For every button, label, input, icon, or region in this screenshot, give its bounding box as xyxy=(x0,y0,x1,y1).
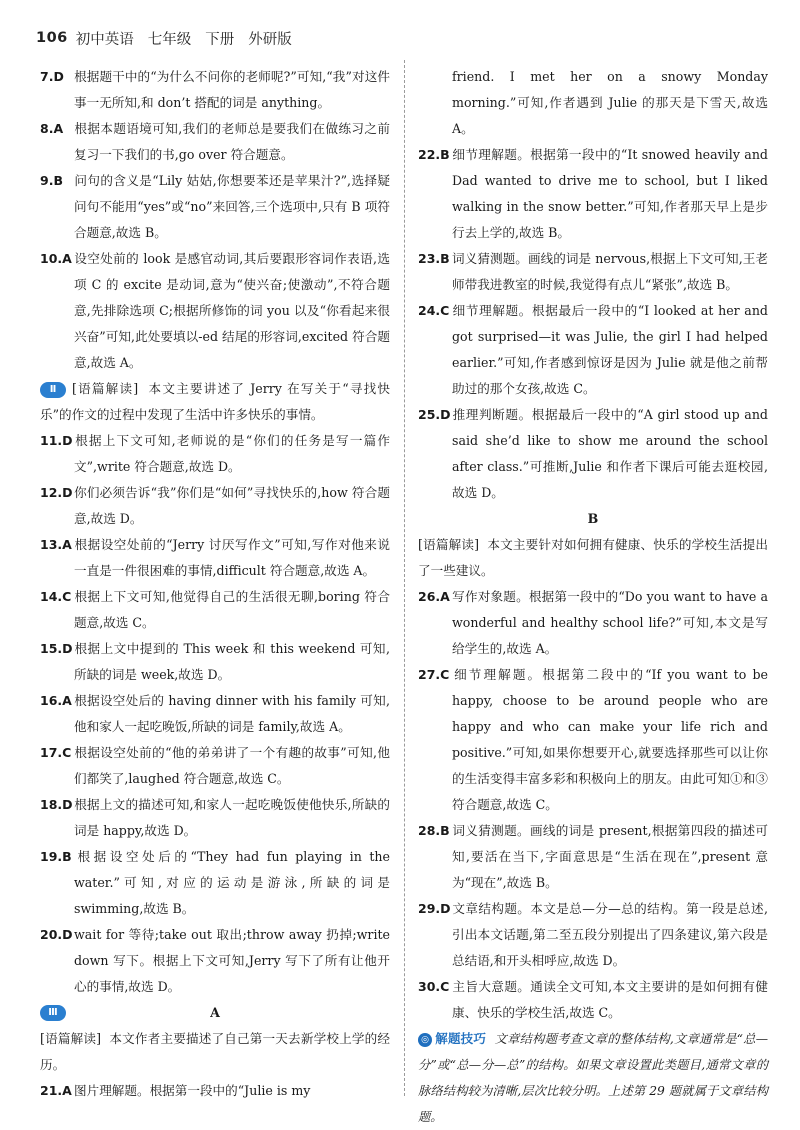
answer-number: 10.A xyxy=(40,251,72,266)
tips-text: 文章结构题考查文章的整体结构,文章通常是“总—分”或“总—分—总”的结构。如果文章设置此类题目,通常文章的脉络结构较为清晰,层次比较分明。上述第 29 题就属于文章结构题。 xyxy=(418,1032,768,1124)
tips-box xyxy=(418,1026,768,1130)
answer-explanation: 根据上文的描述可知,和家人一起吃晚饭使他快乐,所缺的词是 happy,故选 D。 xyxy=(74,797,390,838)
answer-number: 28.B xyxy=(418,823,450,838)
answer-explanation: 细节理解题。根据第二段中的“If you want to be happy, choose to be around people who are happy and who can make your life rich and positive.”可知,如果你想要开心,就要选择那些可以让你的生活变得丰富多彩和积极向上的朋友。由此可知①和③符合题意,故选 C。 xyxy=(452,667,768,812)
answer-explanation: 根据本题语境可知,我们的老师总是要我们在做练习之前复习一下我们的书,go over 符合题意。 xyxy=(74,121,390,162)
summary-text: 本文主要针对如何拥有健康、快乐的学校生活提出了一些建议。 xyxy=(418,537,768,578)
answer-number: 7.D xyxy=(40,69,64,84)
section-heading xyxy=(418,506,768,532)
right-column xyxy=(418,64,768,1130)
lightbulb-icon: ◎ xyxy=(418,1033,432,1047)
answer-item xyxy=(40,532,390,584)
answer-number: 26.A xyxy=(418,589,450,604)
summary-label: [语篇解读] xyxy=(418,537,480,552)
answer-explanation: 你们必须告诉“我”你们是“如何”寻找快乐的,how 符合题意,故选 D。 xyxy=(74,485,390,526)
answer-item xyxy=(40,64,390,116)
answer-explanation: 词义猜测题。画线的词是 nervous,根据上下文可知,王老师带我进教室的时候,我觉得有点儿“紧张”,故选 B。 xyxy=(452,251,768,292)
answer-explanation: 根据设空处后的 having dinner with his family 可知,他和家人一起吃晚饭,所缺的词是 family,故选 A。 xyxy=(74,693,390,734)
answer-number: 11.D xyxy=(40,433,73,448)
page-number: 106 xyxy=(36,30,68,46)
answer-item xyxy=(418,246,768,298)
summary-label: [语篇解读] xyxy=(72,381,139,396)
answer-explanation: 文章结构题。本文是总—分—总的结构。第一段是总述,引出本文话题,第二至五段分别提出了四条建议,第六段是总结语,和开头相呼应,故选 D。 xyxy=(452,901,768,968)
answer-explanation: 根据上下文可知,老师说的是“你们的任务是写一篇作文”,write 符合题意,故选 D。 xyxy=(74,433,390,474)
summary-label: [语篇解读] xyxy=(40,1031,102,1046)
summary-text: 本文主要讲述了 Jerry 在写关于“寻找快乐”的作文的过程中发现了生活中许多快乐的事情。 xyxy=(40,381,390,422)
answer-item xyxy=(418,818,768,896)
answer-explanation: 根据设空处前的“他的弟弟讲了一个有趣的故事”可知,他们都笑了,laughed 符合题意,故选 C。 xyxy=(74,745,390,786)
column-divider xyxy=(404,60,405,1096)
answer-item xyxy=(418,298,768,402)
answer-number: 9.B xyxy=(40,173,63,188)
answer-explanation: 推理判断题。根据最后一段中的“A girl stood up and said she’d like to show me around the school after class.”可推断,Julie 和作者下课后可能去逛校园,故选 D。 xyxy=(452,407,768,500)
page-header xyxy=(36,26,766,50)
answer-item xyxy=(40,584,390,636)
grade-label: 七年级 xyxy=(147,31,192,48)
answer-number: 16.A xyxy=(40,693,72,708)
section-letter: B xyxy=(587,511,599,526)
answer-explanation: 图片理解题。根据第一段中的“Julie is my xyxy=(74,1083,311,1098)
answer-explanation: 根据上下文可知,他觉得自己的生活很无聊,boring 符合题意,故选 C。 xyxy=(74,589,390,630)
answer-item xyxy=(40,636,390,688)
answer-explanation: 词义猜测题。画线的词是 present,根据第四段的描述可知,要活在当下,字面意思是“生活在现在”,present 意为“现在”,故选 B。 xyxy=(452,823,768,890)
subject-label: 初中英语 xyxy=(75,31,134,48)
answer-item xyxy=(40,922,390,1000)
answer-number: 25.D xyxy=(418,407,451,422)
answer-number: 27.C xyxy=(418,667,450,682)
answer-item xyxy=(40,116,390,168)
section-badge: Ⅲ xyxy=(40,1005,66,1021)
answer-explanation: 根据上文中提到的 This week 和 this weekend 可知,所缺的词是 week,故选 D。 xyxy=(74,641,390,682)
answer-item xyxy=(418,402,768,506)
answer-explanation: wait for 等待;take out 取出;throw away 扔掉;write down 写下。根据上下文可知,Jerry 写下了所有让他开心的事情,故选 D。 xyxy=(74,927,390,994)
section-badge: Ⅱ xyxy=(40,382,66,398)
passage-summary xyxy=(418,532,768,584)
answer-item xyxy=(418,974,768,1026)
answer-item xyxy=(418,662,768,818)
answer-number: 20.D xyxy=(40,927,73,942)
answer-item xyxy=(40,740,390,792)
answer-explanation: 问句的含义是“Lily 姑姑,你想要苯还是苹果汁?”,选择疑问句不能用“yes”或“no”来回答,三个选项中,只有 B 项符合题意,故选 B。 xyxy=(74,173,390,240)
answer-explanation: 根据设空处后的“They had fun playing in the water.”可知,对应的运动是游泳,所缺的词是 swimming,故选 B。 xyxy=(74,849,390,916)
answer-item xyxy=(40,792,390,844)
passage-summary xyxy=(40,1026,390,1078)
answer-item xyxy=(40,688,390,740)
answer-item xyxy=(40,1078,390,1104)
term-label: 下册 xyxy=(205,31,235,48)
answer-number: 18.D xyxy=(40,797,73,812)
section-letter: A xyxy=(210,1005,220,1020)
summary-text: 本文作者主要描述了自己第一天去新学校上学的经历。 xyxy=(40,1031,390,1072)
answer-item xyxy=(418,584,768,662)
answer-number: 17.C xyxy=(40,745,72,760)
answer-item xyxy=(40,480,390,532)
answer-item xyxy=(418,896,768,974)
tips-label: 解题技巧 xyxy=(435,1031,487,1046)
answer-explanation: 细节理解题。根据最后一段中的“I looked at her and got surprised—it was Julie, the girl I had helped earlier.”可知,作者感到惊讶是因为 Julie 就是他之前帮助过的那个女孩,故选 C。 xyxy=(452,303,768,396)
answer-explanation: 主旨大意题。通读全文可知,本文主要讲的是如何拥有健康、快乐的学校生活,故选 C。 xyxy=(452,979,768,1020)
answer-item xyxy=(40,246,390,376)
answer-explanation: 设空处前的 look 是感官动词,其后要跟形容词作表语,选项 C 的 excite 是动词,意为“使兴奋;使激动”,不符合题意,先排除选项 C;根据所修饰的词 you 以及“你看起来很兴奋”可知,此处要填以-ed 结尾的形容词,excited 符合题意,故选 A。 xyxy=(74,251,390,370)
answer-number: 12.D xyxy=(40,485,73,500)
answer-item xyxy=(40,168,390,246)
answer-explanation: 根据题干中的“为什么不问你的老师呢?”可知,“我”对这件事一无所知,和 don’t 搭配的词是 anything。 xyxy=(74,69,390,110)
answer-explanation: 细节理解题。根据第一段中的“It snowed heavily and Dad wanted to drive me to school, but I liked walking in the snow better.”可知,作者那天早上是步行去上学的,故选 B。 xyxy=(452,147,768,240)
answer-number: 21.A xyxy=(40,1083,72,1098)
answer-item xyxy=(418,142,768,246)
answer-number: 19.B xyxy=(40,849,72,864)
answer-number: 23.B xyxy=(418,251,450,266)
answer-explanation: 根据设空处前的“Jerry 讨厌写作文”可知,写作对他来说一直是一件很困难的事情,difficult 符合题意,故选 A。 xyxy=(74,537,390,578)
answer-explanation: 写作对象题。根据第一段中的“Do you want to have a wonderful and healthy school life?”可知,本文是写给学生的,故选 A。 xyxy=(452,589,768,656)
answer-number: 13.A xyxy=(40,537,72,552)
answer-number: 29.D xyxy=(418,901,451,916)
answer-number: 22.B xyxy=(418,147,450,162)
answer-continuation: friend. I met her on a snowy Monday morning.”可知,作者遇到 Julie 的那天是下雪天,故选 A。 xyxy=(452,69,768,136)
section-heading xyxy=(40,1000,390,1026)
answer-number: 30.C xyxy=(418,979,450,994)
passage-summary xyxy=(40,376,390,428)
answer-item xyxy=(40,844,390,922)
edition-label: 外研版 xyxy=(248,31,292,48)
answer-number: 14.C xyxy=(40,589,72,604)
answer-number: 15.D xyxy=(40,641,73,656)
left-column xyxy=(40,64,390,1104)
answer-number: 8.A xyxy=(40,121,64,136)
answer-number: 24.C xyxy=(418,303,450,318)
answer-item xyxy=(40,428,390,480)
